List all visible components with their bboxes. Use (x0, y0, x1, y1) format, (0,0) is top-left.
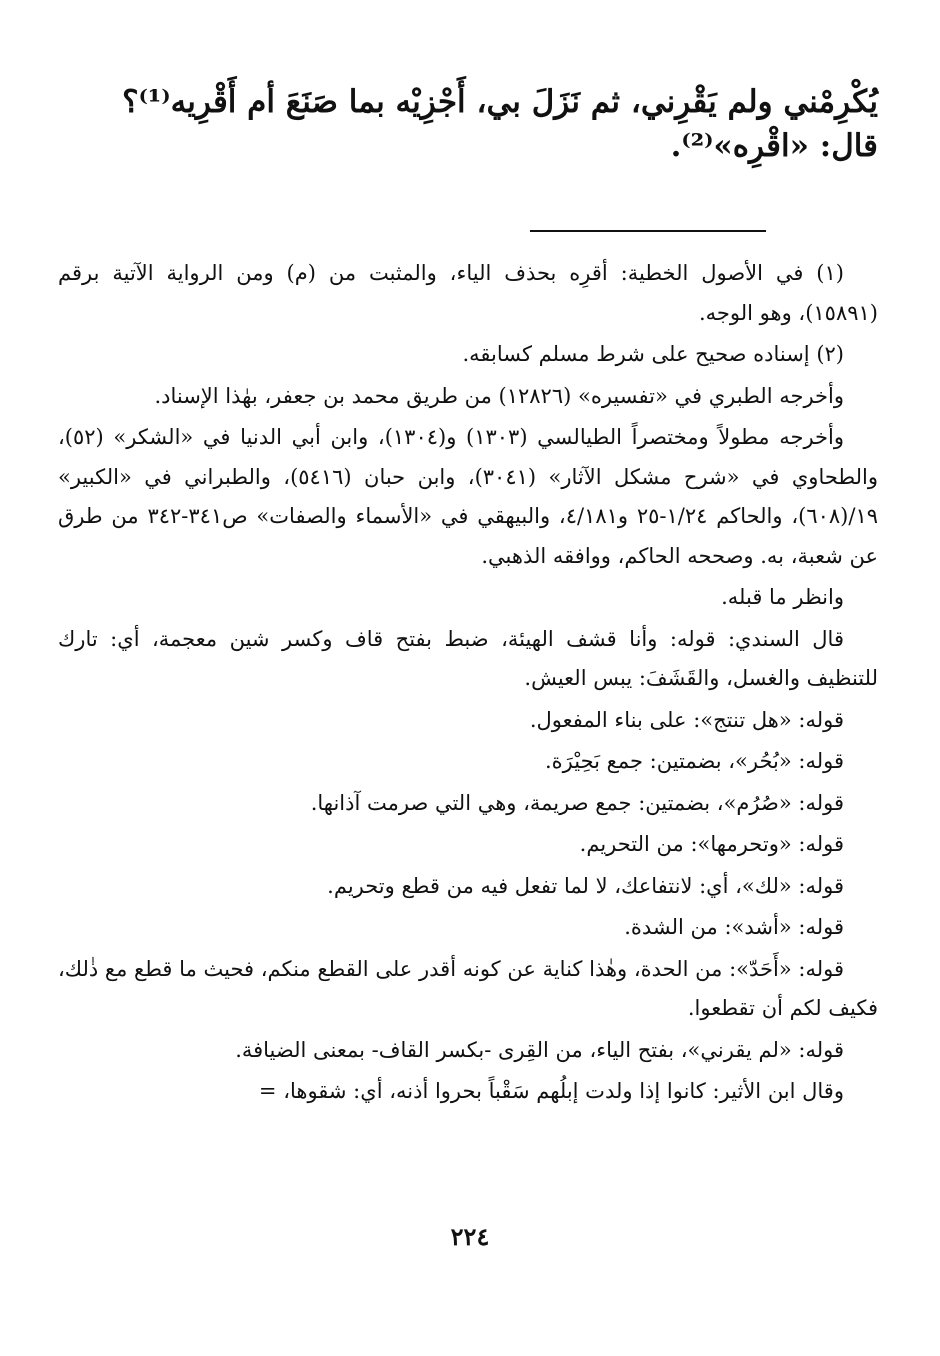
main-text-line-2: قال: «اقْرِه»⁽²⁾. (670, 128, 878, 164)
footnote-paragraph: قال السندي: قوله: وأنا قشف الهيئة، ضبط بفتح قاف وكسر شين معجمة، أي: تارك للتنظيف والغسل، والقَشَفَ: يبس العيش. (58, 626, 878, 690)
footnote-paragraph: قوله: «لك»، أي: لانتفاعك، لا لما تفعل فيه من قطع وتحريم. (327, 873, 844, 898)
footnote-paragraph: وانظر ما قبله. (721, 585, 844, 609)
footnote-paragraph: قوله: «وتحرمها»: من التحريم. (579, 832, 844, 856)
footnote-paragraph: وأخرجه الطبري في «تفسيره» (١٢٨٢٦) من طريق محمد بن جعفر، بهٰذا الإسناد. (154, 383, 844, 408)
footnote-2: (٢) إسناده صحيح على شرط مسلم كسابقه. (462, 342, 844, 366)
footnote-paragraph: قوله: «أشد»: من الشدة. (624, 915, 844, 939)
footnote-paragraph: وأخرجه مطولاً ومختصراً الطيالسي (١٣٠٣) و(١٣٠٤)، وابن أبي الدنيا في «الشكر» (٥٢)، والطحاوي في «شرح مشكل الآثار» (٣٠٤١)، وابن حبان (٥٤١٦)، والطبراني في «الكبير» ١٩/(٦٠٨)، والحاكم ١/٢٤-٢٥ و٤/١٨١، والبيهقي في «الأسماء والصفات» ص٣٤١-٣٤٢ من طرق عن شعبة، به. وصححه الحاكم، ووافقه الذهبي. (58, 425, 878, 568)
footnote-paragraph: قوله: «صُرُم»، بضمتين: جمع صريمة، وهي التي صرمت آذانها. (310, 790, 844, 815)
footnotes (58, 254, 878, 1114)
main-text (58, 80, 878, 168)
footnote-paragraph: قوله: «أَحَدّ»: من الحدة، وهٰذا كناية عن كونه أقدر على القطع منكم، فحيث ما قطع مع ذٰلك، فكيف لكم أن تقطعوا. (58, 956, 878, 1020)
footnote-divider (530, 230, 766, 232)
footnote-paragraph: وقال ابن الأثير: كانوا إذا ولدت إبلُهم سَقْباً بحروا أذنه، أي: شقوها، = (258, 1079, 844, 1103)
page-number: ٢٢٤ (450, 1222, 490, 1251)
footnote-1: (١) في الأصول الخطية: أقرِه بحذف الياء، والمثبت من (م) ومن الرواية الآتية برقم (١٥٨٩١)، وهو الوجه. (58, 261, 878, 325)
footnote-paragraph: قوله: «هل تنتج»: على بناء المفعول. (529, 707, 844, 732)
footnote-paragraph: قوله: «لم يقرني»، بفتح الياء، من القِرى -بكسر القاف- بمعنى الضيافة. (235, 1037, 844, 1062)
footnote-paragraph: قوله: «بُحُر»، بضمتين: جمع بَحِيْرَة. (544, 749, 844, 773)
main-text-line-1: يُكْرِمْني ولم يَقْرِني، ثم نَزَلَ بي، أَجْزِيْه بما صَنَعَ أم أَقْرِيه⁽¹⁾؟ (122, 84, 878, 120)
